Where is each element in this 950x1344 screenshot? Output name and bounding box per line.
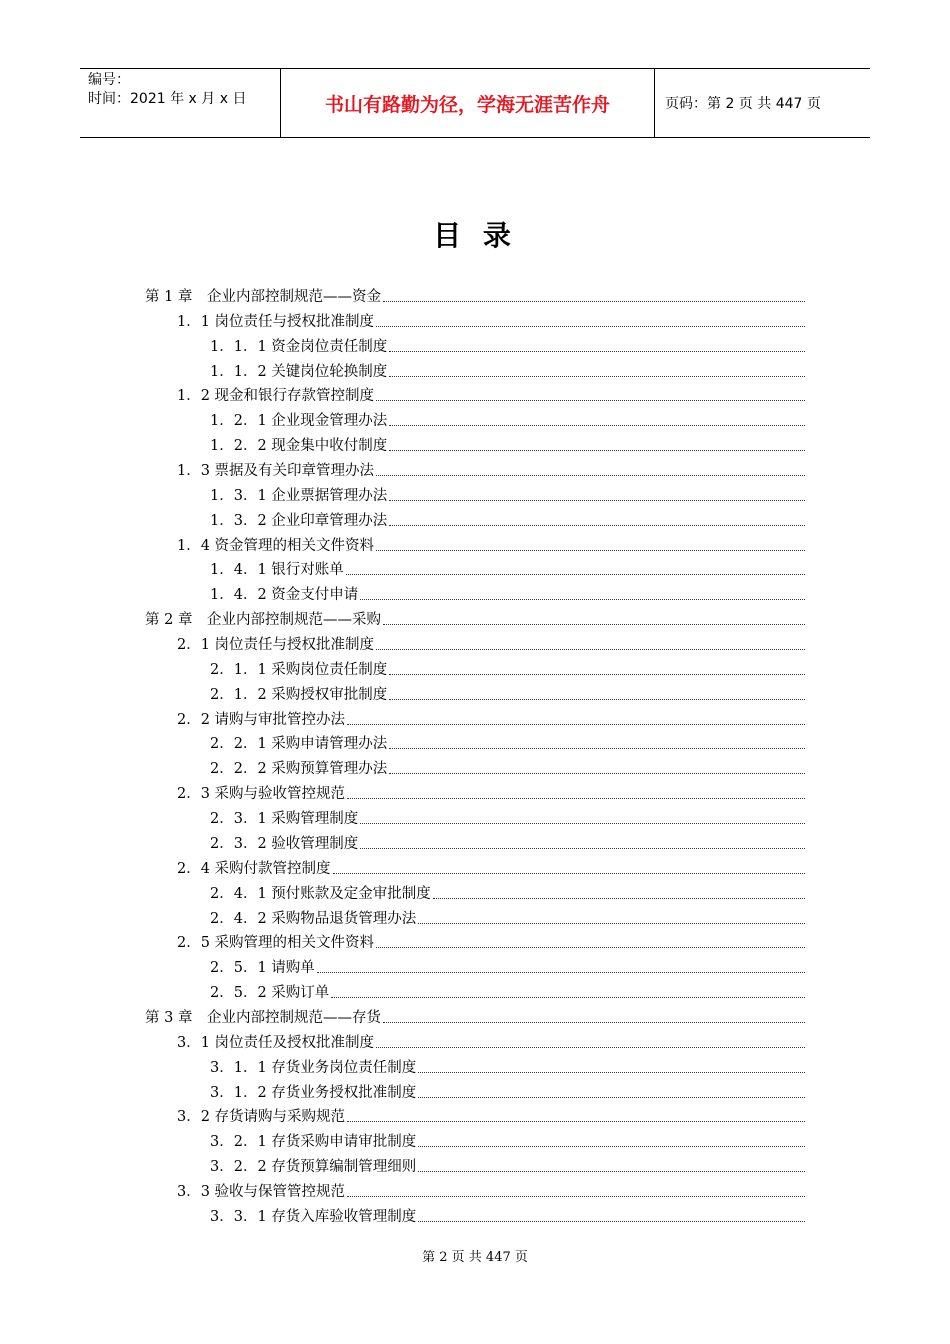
toc-entry-text: 2．3 采购与验收管控规范 [177,786,346,803]
toc-entry-level-3[interactable] [210,582,805,604]
toc-entry-level-3[interactable] [210,657,805,679]
toc-leader-dots [433,897,805,899]
toc-entry-level-2[interactable] [177,1030,805,1052]
toc-entry-level-1[interactable] [145,284,805,306]
toc-leader-dots [389,772,805,774]
toc-leader-dots [347,797,805,799]
toc-leader-dots [418,1145,805,1147]
header-page-info: 页码：第 2 页 共 447 页 [665,96,821,112]
toc-entry-level-3[interactable] [210,881,805,903]
toc-entry-level-2[interactable] [177,781,805,803]
toc-entry-level-3[interactable] [210,557,805,579]
toc-leader-dots [389,499,805,501]
toc-entry-text: 1．3．2 企业印章管理办法 [210,512,388,529]
toc-entry-text: 2．2．1 采购申请管理办法 [210,736,388,753]
toc-entry-level-3[interactable] [210,508,805,530]
toc-entry-level-1[interactable] [145,1005,805,1027]
toc-entry-level-3[interactable] [210,433,805,455]
toc-leader-dots [389,424,805,426]
header-meta [80,69,281,137]
toc-entry-text: 1．2．1 企业现金管理办法 [210,413,388,430]
toc-entry-text: 2．3．2 验收管理制度 [210,835,359,852]
toc-leader-dots [389,524,805,526]
toc-leader-dots [389,747,805,749]
toc-leader-dots [376,648,805,650]
header-motto: 书山有路勤为径，学海无涯苦作舟 [281,69,655,137]
toc-leader-dots [347,1195,805,1197]
toc-entry-text: 3．2 存货请购与采购规范 [177,1109,346,1126]
toc-entry-text: 1．1．2 关键岗位轮换制度 [210,363,388,380]
toc-entry-text: 1．4 资金管理的相关文件资料 [177,537,375,554]
toc-entry-level-3[interactable] [210,682,805,704]
toc-entry-text: 1．3 票据及有关印章管理办法 [177,463,375,480]
toc-entry-text: 3．1 岗位责任及授权批准制度 [177,1034,375,1051]
toc-leader-dots [333,872,805,874]
toc-leader-dots [376,399,805,401]
toc-entry-level-3[interactable] [210,806,805,828]
toc-leader-dots [418,1220,805,1222]
toc-entry-text: 1．4．1 银行对账单 [210,562,344,579]
toc-entry-text: 1．3．1 企业票据管理办法 [210,487,388,504]
toc-entry-text: 1．2 现金和银行存款管控制度 [177,388,375,405]
toc-leader-dots [331,996,805,998]
toc-leader-dots [376,474,805,476]
toc-entry-text: 2．1 岗位责任与授权批准制度 [177,637,375,654]
toc-entry-level-3[interactable] [210,408,805,430]
toc-entry-text: 2．5 采购管理的相关文件资料 [177,935,375,952]
toc-entry-text: 1．2．2 现金集中收付制度 [210,438,388,455]
toc-leader-dots [376,946,805,948]
toc-entry-level-3[interactable] [210,1154,805,1176]
document-number-label: 编号： [88,72,130,88]
toc-entry-level-3[interactable] [210,955,805,977]
toc-leader-dots [383,623,805,625]
toc-entry-level-3[interactable] [210,483,805,505]
toc-entry-level-3[interactable] [210,906,805,928]
toc-leader-dots [347,723,805,725]
toc-entry-text: 3．1．2 存货业务授权批准制度 [210,1084,417,1101]
toc-entry-level-2[interactable] [177,632,805,654]
toc-entry-level-3[interactable] [210,1055,805,1077]
toc-entry-text: 第 1 章 企业内部控制规范——资金 [145,289,381,305]
toc-entry-text: 2．4 采购付款管控制度 [177,860,331,877]
toc-entry-level-2[interactable] [177,856,805,878]
toc-entry-level-3[interactable] [210,1204,805,1226]
toc-entry-text: 2．5．2 采购订单 [210,985,330,1002]
toc-leader-dots [360,847,805,849]
toc-entry-level-2[interactable] [177,930,805,952]
toc-leader-dots [376,549,805,551]
toc-leader-dots [418,1096,805,1098]
toc-entry-level-3[interactable] [210,980,805,1002]
toc-leader-dots [376,325,805,327]
toc-entry-level-2[interactable] [177,1179,805,1201]
toc-leader-dots [346,573,805,575]
toc-leader-dots [418,1071,805,1073]
toc-entry-level-3[interactable] [210,831,805,853]
toc-entry-text: 3．3．1 存货入库验收管理制度 [210,1208,417,1225]
toc-entry-text: 1．1．1 资金岗位责任制度 [210,338,388,355]
toc-leader-dots [418,922,805,924]
toc-leader-dots [389,375,805,377]
toc-entry-text: 1．1 岗位责任与授权批准制度 [177,313,375,330]
toc-entry-level-3[interactable] [210,1129,805,1151]
toc-leader-dots [389,350,805,352]
toc-entry-level-3[interactable] [210,731,805,753]
toc-entry-text: 2．1．1 采购岗位责任制度 [210,661,388,678]
toc-entry-level-3[interactable] [210,1080,805,1102]
document-date: 时间：2021 年 x 月 x 日 [88,91,247,107]
toc-entry-level-2[interactable] [177,1104,805,1126]
toc-entry-text: 第 3 章 企业内部控制规范——存货 [145,1009,381,1026]
toc-leader-dots [383,300,805,302]
toc-leader-dots [389,673,805,675]
toc-entry-level-2[interactable] [177,383,805,405]
toc-entry-level-3[interactable] [210,756,805,778]
toc-leader-dots [317,971,805,973]
page-footer: 第 2 页 共 447 页 [422,1250,528,1265]
page-header [80,68,870,138]
toc-entry-text: 2．1．2 采购授权审批制度 [210,686,388,703]
toc-leader-dots [347,1120,805,1122]
toc-entry-text: 2．3．1 采购管理制度 [210,811,359,828]
toc-entry-level-1[interactable] [145,607,805,629]
toc-entry-level-3[interactable] [210,359,805,381]
toc-entry-level-2[interactable] [177,458,805,480]
toc-entry-text: 3．2．2 存货预算编制管理细则 [210,1159,417,1176]
toc-entry-level-2[interactable] [177,309,805,331]
toc-entry-text: 第 2 章 企业内部控制规范——采购 [145,612,381,629]
toc-entry-text: 3．1．1 存货业务岗位责任制度 [210,1059,417,1076]
toc-entry-level-2[interactable] [177,707,805,729]
toc-entry-level-2[interactable] [177,533,805,555]
toc-entry-text: 1．4．2 资金支付申请 [210,587,359,604]
toc-leader-dots [376,1046,805,1048]
toc-leader-dots [383,1021,805,1023]
toc-entry-text: 2．4．2 采购物品退货管理办法 [210,910,417,927]
toc-leader-dots [389,698,805,700]
toc-entry-level-3[interactable] [210,334,805,356]
toc-entry-text: 2．4．1 预付账款及定金审批制度 [210,885,431,902]
toc-entry-text: 3．3 验收与保管管控规范 [177,1183,346,1200]
toc-entry-text: 2．5．1 请购单 [210,960,315,977]
toc-entry-text: 2．2 请购与审批管控办法 [177,711,346,728]
toc-leader-dots [360,598,805,600]
toc-leader-dots [360,822,805,824]
toc-leader-dots [418,1170,805,1172]
toc-leader-dots [389,449,805,451]
toc-entry-text: 3．2．1 存货采购申请审批制度 [210,1134,417,1151]
toc-title: 目 录 [433,219,517,252]
toc-entry-text: 2．2．2 采购预算管理办法 [210,761,388,778]
